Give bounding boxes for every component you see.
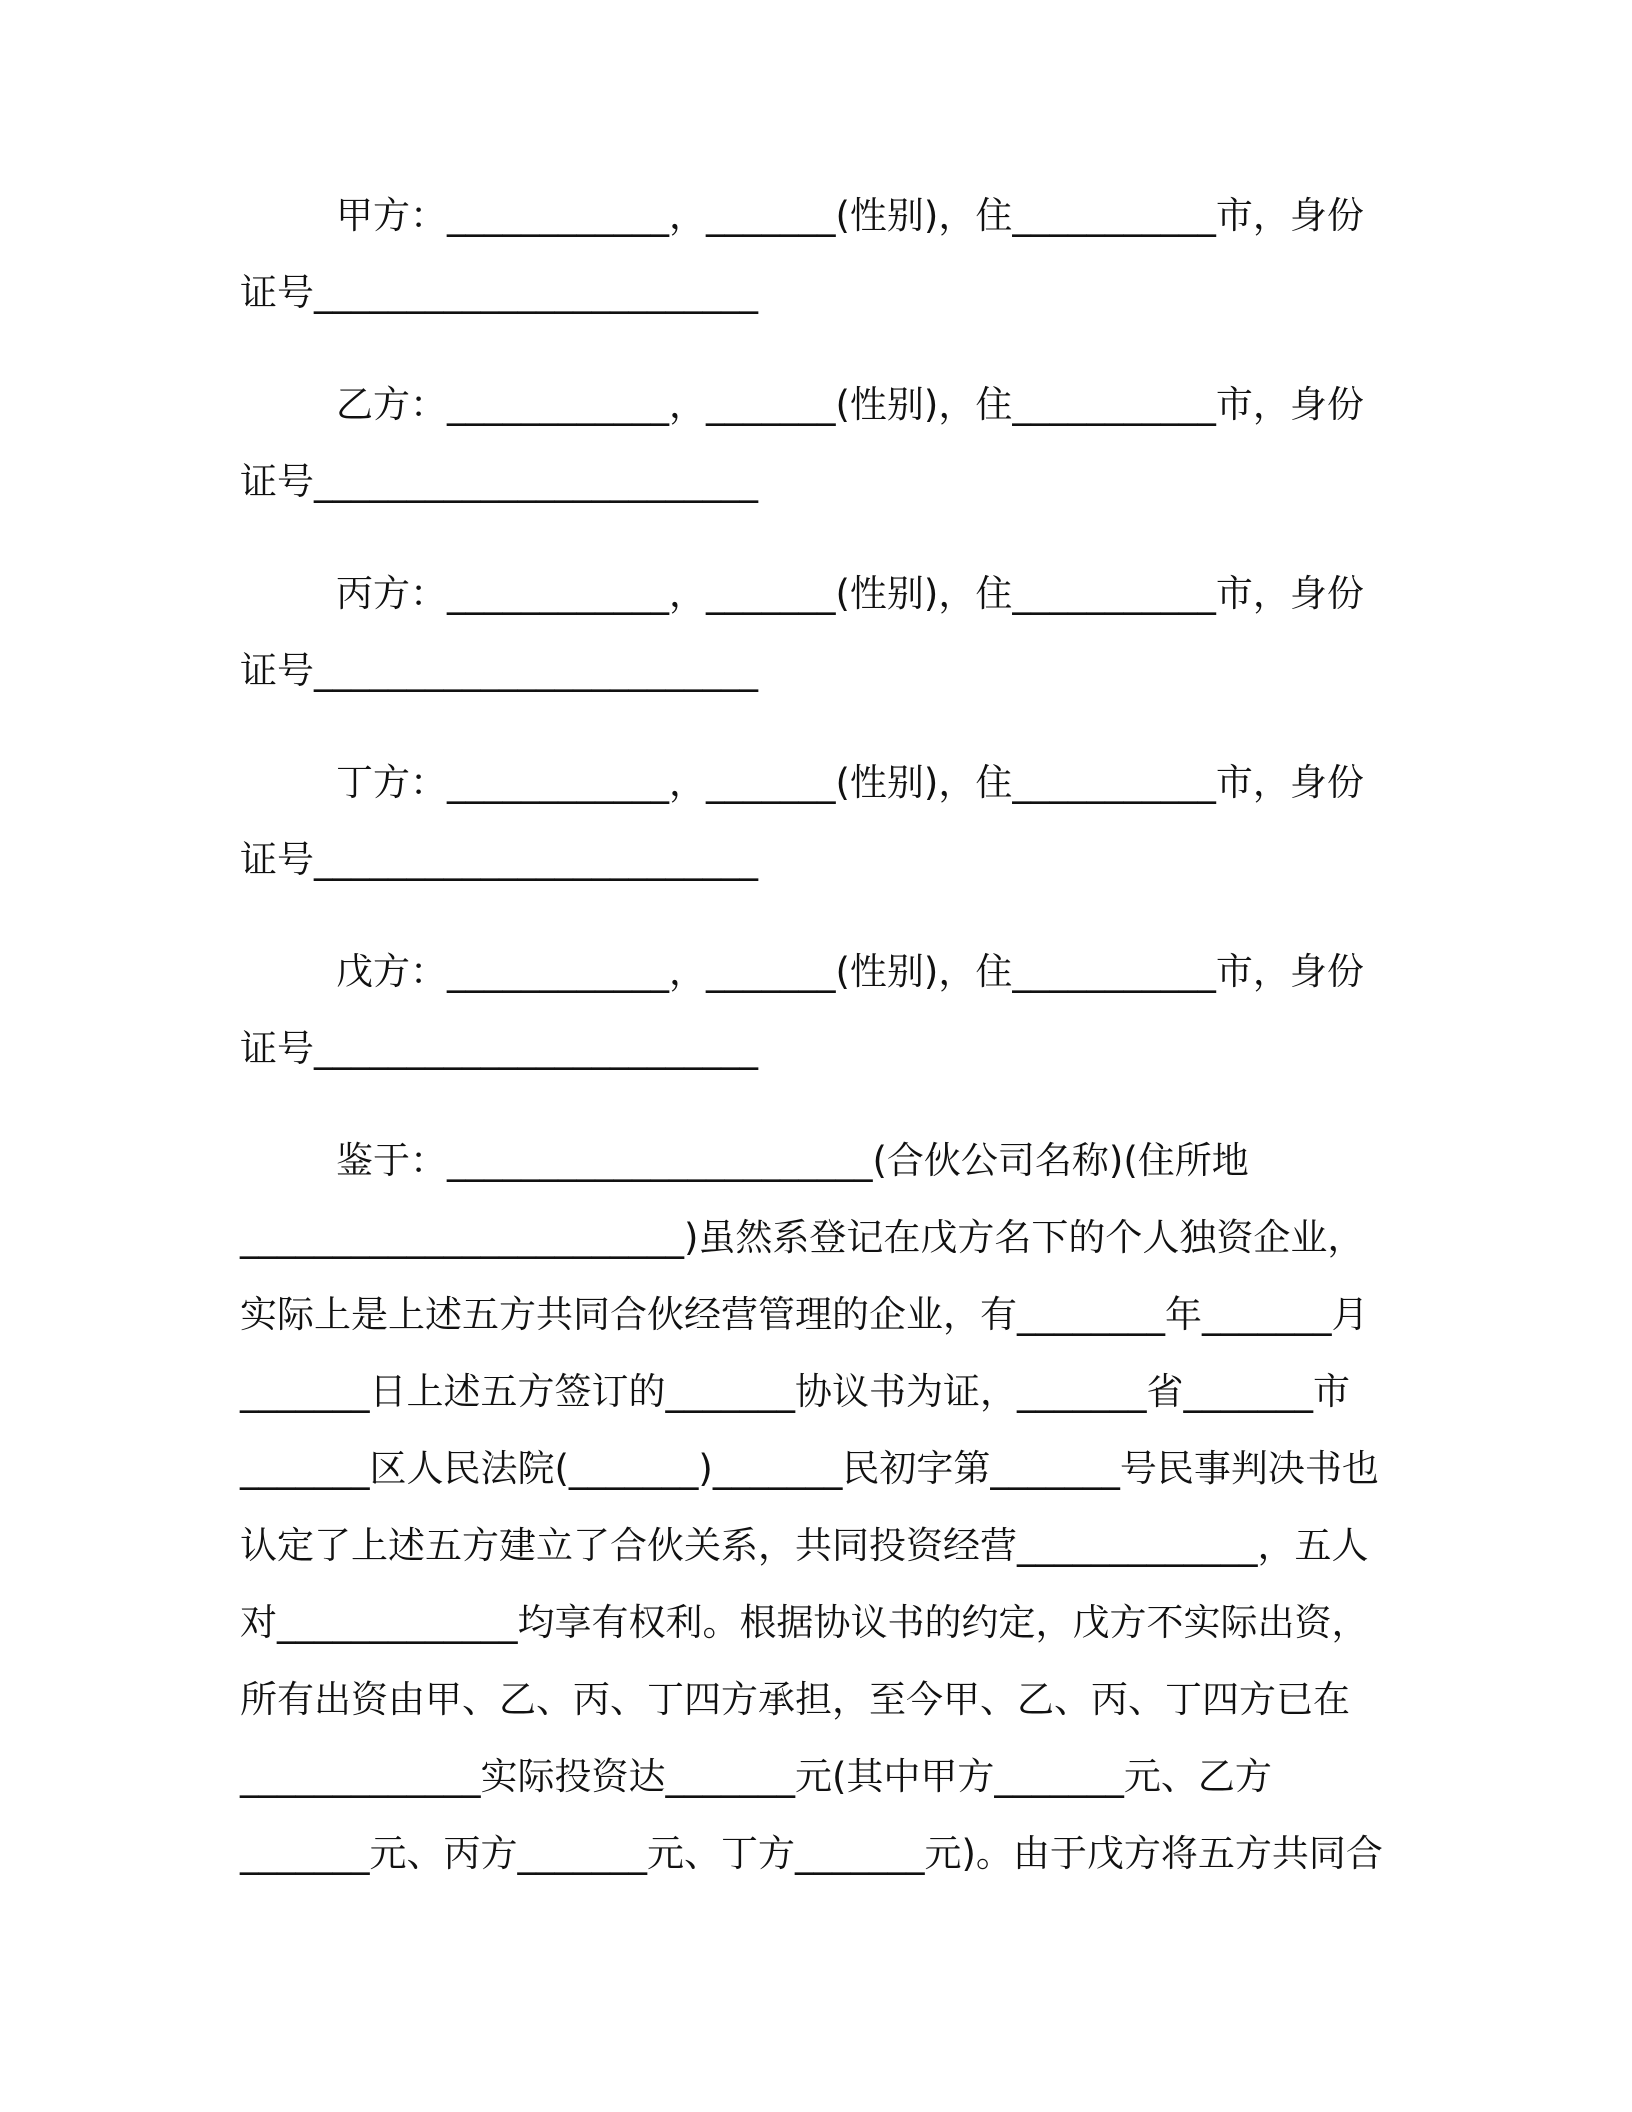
recital-line-4: _______日上述五方签订的_______协议书为证，_______省_______市 bbox=[240, 1370, 1350, 1413]
recital-line-5: _______区人民法院(_______)_______民初字第_______号民事判决书也 bbox=[240, 1447, 1379, 1490]
recital-line-3: 实际上是上述五方共同合伙经营管理的企业，有________年_______月 bbox=[240, 1293, 1369, 1336]
party-wu bbox=[240, 946, 1390, 1075]
party-jia-line1: 甲方：____________，_______(性别)，住___________市，身份 bbox=[336, 194, 1364, 237]
party-bing-line1: 丙方：____________，_______(性别)，住___________市，身份 bbox=[336, 572, 1364, 615]
party-bing-line2: 证号________________________ bbox=[240, 649, 758, 692]
party-jia bbox=[240, 190, 1390, 319]
recital-line-1: 鉴于：_______________________(合伙公司名称)(住所地 bbox=[336, 1139, 1249, 1182]
recital-line-7: 对_____________均享有权利。根据协议书的约定，戊方不实际出资， bbox=[240, 1601, 1369, 1644]
recital-line-2: ________________________)虽然系登记在戊方名下的个人独资企业， bbox=[240, 1216, 1365, 1259]
party-bing bbox=[240, 568, 1390, 697]
document-page bbox=[240, 190, 1390, 1880]
party-ding-line2: 证号________________________ bbox=[240, 838, 758, 881]
party-ding bbox=[240, 757, 1390, 886]
party-yi bbox=[240, 379, 1390, 508]
party-jia-line2: 证号________________________ bbox=[240, 271, 758, 314]
party-wu-line2: 证号________________________ bbox=[240, 1027, 758, 1070]
party-wu-line1: 戊方：____________，_______(性别)，住___________市，身份 bbox=[336, 950, 1364, 993]
party-ding-line1: 丁方：____________，_______(性别)，住___________市，身份 bbox=[336, 761, 1364, 804]
recital-line-8: 所有出资由甲、乙、丙、丁四方承担，至今甲、乙、丙、丁四方已在 bbox=[240, 1678, 1350, 1721]
recital-line-9: _____________实际投资达_______元(其中甲方_______元、乙方 bbox=[240, 1755, 1272, 1798]
recital-paragraph bbox=[240, 1135, 1390, 1880]
party-yi-line2: 证号________________________ bbox=[240, 460, 758, 503]
recital-line-6: 认定了上述五方建立了合伙关系，共同投资经营_____________，五人 bbox=[240, 1524, 1369, 1567]
party-yi-line1: 乙方：____________，_______(性别)，住___________市，身份 bbox=[336, 383, 1364, 426]
recital-line-10: _______元、丙方_______元、丁方_______元)。由于戊方将五方共同合 bbox=[240, 1832, 1383, 1875]
